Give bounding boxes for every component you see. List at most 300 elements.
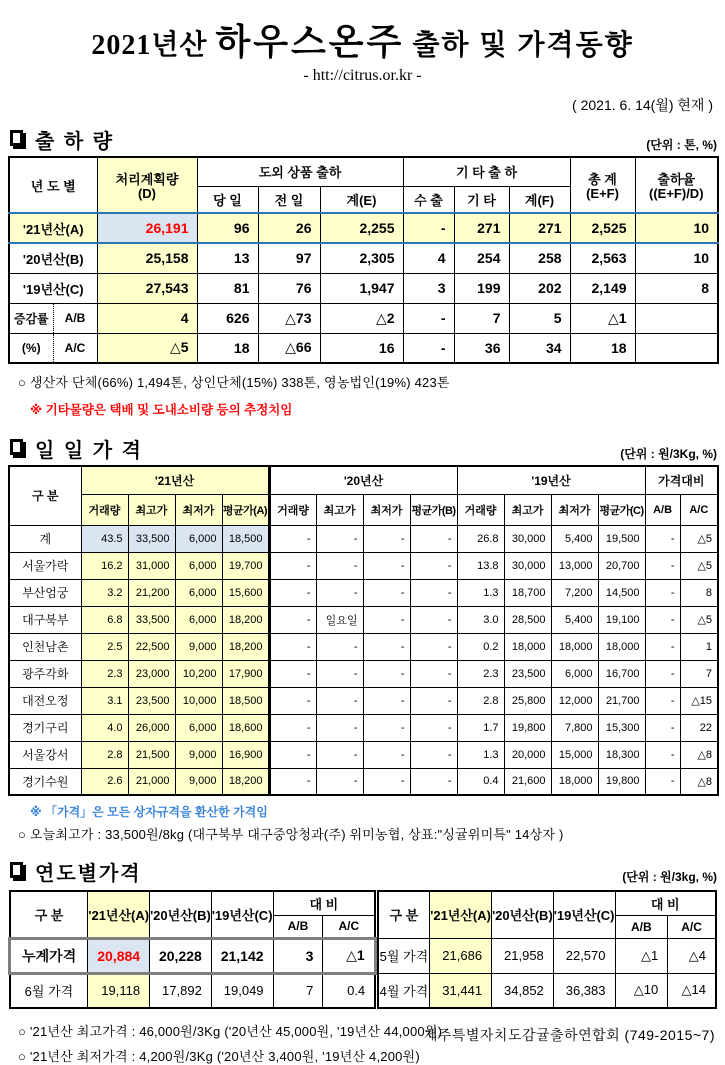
cell: 25,158	[97, 243, 197, 273]
header-row	[9, 466, 718, 494]
cell: 14,500	[598, 579, 645, 606]
cell: 15,300	[598, 714, 645, 741]
cell: 22,570	[553, 938, 615, 973]
cell: 4.0	[81, 714, 128, 741]
cell: 34	[509, 333, 570, 363]
col-header-island-shipping: 도외 상품 출하	[197, 157, 403, 186]
cell: 34,852	[492, 973, 554, 1008]
col-header-export: 수 출	[403, 186, 454, 213]
cell: △5	[97, 333, 197, 363]
cell: 3.2	[81, 579, 128, 606]
section-title-shipment: 출 하 량	[35, 131, 115, 153]
note-year-low-price: ○ '21년산 최저가격 : 4,200원/3Kg ('20년산 3,400원, '19년산 4,200원)	[18, 1049, 420, 1064]
cell: △1	[615, 938, 668, 973]
cell: -	[269, 687, 316, 714]
cell: △1	[323, 938, 375, 973]
row-label: 서울가락	[9, 552, 81, 579]
cell: -	[316, 741, 363, 768]
table-row	[378, 938, 716, 973]
footer-organization: 제주특별자치도감귤출하연합회 (749-2015~7)	[423, 1027, 715, 1043]
col-header-y21a: '21년산(A)	[430, 891, 492, 938]
cell: 4	[403, 243, 454, 273]
cell: 21,500	[128, 741, 175, 768]
cell: -	[410, 633, 457, 660]
cell: 18,000	[598, 633, 645, 660]
col-header-y20b: '20년산(B)	[150, 891, 212, 938]
cell: -	[269, 741, 316, 768]
cell: 18,000	[551, 768, 598, 795]
cell: 13	[197, 243, 258, 273]
cell: 18	[570, 333, 635, 363]
cell: 1.3	[457, 741, 504, 768]
cell: 36,383	[553, 973, 615, 1008]
col-header-avg-a: 평균가(A)	[222, 494, 269, 525]
header-row	[10, 891, 376, 915]
col-header-high: 최고가	[128, 494, 175, 525]
cell: -	[645, 741, 680, 768]
cell: 1	[680, 633, 718, 660]
cell: 21,200	[128, 579, 175, 606]
cell: 6,000	[175, 525, 222, 552]
col-header-sum-f: 계(F)	[509, 186, 570, 213]
cell: △2	[320, 303, 403, 333]
cell: 1.7	[457, 714, 504, 741]
col-header-y19c: '19년산(C)	[553, 891, 615, 938]
col-header-compare: 대 비	[615, 891, 716, 915]
cell: 7	[680, 660, 718, 687]
row-label: 부산엄궁	[9, 579, 81, 606]
cell: -	[269, 660, 316, 687]
cell: △8	[680, 768, 718, 795]
row-label: 대전오정	[9, 687, 81, 714]
cell: 8	[635, 273, 718, 303]
cell: 18,700	[504, 579, 551, 606]
cell: 9,000	[175, 768, 222, 795]
cell: △14	[668, 973, 716, 1008]
note-year-high-price: ○ '21년산 최고가격 : 46,000원/3Kg ('20년산 45,000원, '19년산 44,000원)	[18, 1024, 443, 1039]
cell: -	[410, 660, 457, 687]
table-row	[9, 333, 718, 363]
cell: 23,500	[128, 687, 175, 714]
cell: -	[269, 552, 316, 579]
row-label: A/C	[53, 333, 97, 363]
cell: -	[363, 552, 410, 579]
cell: -	[645, 606, 680, 633]
col-header-category: 구 분	[10, 891, 88, 938]
cell: 26	[258, 213, 320, 243]
cell: 258	[509, 243, 570, 273]
cell: 6,000	[175, 579, 222, 606]
cell: -	[363, 525, 410, 552]
cell: -	[410, 687, 457, 714]
cell: 25,800	[504, 687, 551, 714]
cell: -	[645, 579, 680, 606]
cell: -	[269, 768, 316, 795]
section-square-icon	[10, 439, 23, 455]
cell: △5	[680, 552, 718, 579]
cell: 0.2	[457, 633, 504, 660]
cell: 일요일	[316, 606, 363, 633]
col-header-low: 최저가	[551, 494, 598, 525]
table-row	[10, 973, 376, 1008]
col-header-sum-e: 계(E)	[320, 186, 403, 213]
cell: -	[363, 768, 410, 795]
col-header-other-shipping: 기 타 출 하	[403, 157, 570, 186]
daily-price-table	[8, 465, 719, 796]
title-product: 하우스온주	[215, 21, 405, 62]
cell: 2.5	[81, 633, 128, 660]
row-label: 대구북부	[9, 606, 81, 633]
cell: 202	[509, 273, 570, 303]
title-suffix: 출하 및 가격동향	[412, 30, 634, 61]
cell: 81	[197, 273, 258, 303]
row-label: 서울강서	[9, 741, 81, 768]
cell	[635, 333, 718, 363]
cell: -	[410, 714, 457, 741]
cell: 10,000	[175, 687, 222, 714]
cell: △15	[680, 687, 718, 714]
cell: 20,884	[88, 938, 150, 973]
table-row	[9, 303, 718, 333]
col-header-avg-b: 평균가(B)	[410, 494, 457, 525]
cell: -	[269, 714, 316, 741]
note-producer-breakdown: ○ 생산자 단체(66%) 1,494톤, 상인단체(15%) 338톤, 영농법인(19%) 423톤	[18, 375, 450, 390]
row-label: 6월 가격	[10, 973, 88, 1008]
table-row	[9, 660, 718, 687]
cell: -	[645, 687, 680, 714]
cell: 23,000	[128, 660, 175, 687]
cell: △73	[258, 303, 320, 333]
row-label: (%)	[9, 333, 53, 363]
col-header-low: 최저가	[363, 494, 410, 525]
cell: 20,700	[598, 552, 645, 579]
cell: -	[410, 552, 457, 579]
col-header-y20: '20년산	[269, 466, 457, 494]
cell: △5	[680, 606, 718, 633]
col-header-y19c: '19년산(C)	[211, 891, 273, 938]
cell: 33,500	[128, 606, 175, 633]
table-row	[9, 579, 718, 606]
yearly-tables	[8, 890, 717, 1009]
cell: 22,500	[128, 633, 175, 660]
cell: -	[410, 579, 457, 606]
cell: 19,118	[88, 973, 150, 1008]
cell: -	[269, 525, 316, 552]
cell: 30,000	[504, 525, 551, 552]
cell: 15,000	[551, 741, 598, 768]
table-row	[9, 606, 718, 633]
cell: 9,000	[175, 633, 222, 660]
cell: -	[363, 714, 410, 741]
yearly-price-table-right	[377, 890, 717, 1009]
cell: 43.5	[81, 525, 128, 552]
cell: 18,500	[222, 525, 269, 552]
cell: -	[363, 741, 410, 768]
table-row	[9, 552, 718, 579]
col-header-previous: 전 일	[258, 186, 320, 213]
cell: -	[269, 579, 316, 606]
cell: -	[403, 303, 454, 333]
col-header-y19: '19년산	[457, 466, 645, 494]
section-daily-header	[8, 434, 717, 463]
cell: 26.8	[457, 525, 504, 552]
cell: 13.8	[457, 552, 504, 579]
cell: 2.3	[457, 660, 504, 687]
cell: 6,000	[175, 714, 222, 741]
col-header-avg-c: 평균가(C)	[598, 494, 645, 525]
cell: 6,000	[551, 660, 598, 687]
cell: 18,200	[222, 606, 269, 633]
cell: 16,700	[598, 660, 645, 687]
cell: 15,600	[222, 579, 269, 606]
cell	[635, 303, 718, 333]
table-row	[9, 687, 718, 714]
cell: -	[645, 768, 680, 795]
section-square-icon	[10, 130, 23, 146]
cell: 2,255	[320, 213, 403, 243]
cell: 19,800	[598, 768, 645, 795]
col-header-high: 최고가	[316, 494, 363, 525]
cell: 20,228	[150, 938, 212, 973]
cell: -	[645, 660, 680, 687]
row-label: 경기구리	[9, 714, 81, 741]
row-label: 인천남촌	[9, 633, 81, 660]
cell: 18,000	[504, 633, 551, 660]
cell: 6,000	[175, 606, 222, 633]
website-url: - htt://citrus.or.kr -	[303, 67, 422, 84]
col-header-ab: A/B	[273, 915, 323, 938]
cell: 6,000	[175, 552, 222, 579]
cell: 19,100	[598, 606, 645, 633]
col-header-price-compare: 가격대비	[645, 466, 718, 494]
cell: -	[316, 714, 363, 741]
col-header-total: 총 계 (E+F)	[570, 157, 635, 213]
cell: 9,000	[175, 741, 222, 768]
cell: 7	[273, 973, 323, 1008]
unit-label-yearly: (단위 : 원/3kg, %)	[622, 870, 717, 884]
cell: 21,700	[598, 687, 645, 714]
cell: -	[316, 660, 363, 687]
section-yearly-header	[8, 857, 717, 886]
cell: 3	[403, 273, 454, 303]
col-header-plan: 처리계획량 (D)	[97, 157, 197, 213]
cell: -	[645, 525, 680, 552]
cell: 5,400	[551, 525, 598, 552]
cell: 18,200	[222, 633, 269, 660]
section-title-daily: 일 일 가 격	[35, 440, 143, 462]
table-row	[9, 714, 718, 741]
cell: -	[403, 333, 454, 363]
row-label: 증감률	[9, 303, 53, 333]
cell: 12,000	[551, 687, 598, 714]
cell: 10	[635, 243, 718, 273]
cell: 27,543	[97, 273, 197, 303]
cell: -	[269, 606, 316, 633]
cell: 5,400	[551, 606, 598, 633]
cell: 30,000	[504, 552, 551, 579]
cell: 4	[97, 303, 197, 333]
table-row	[9, 273, 718, 303]
shipment-table	[8, 156, 719, 364]
cell: 19,500	[598, 525, 645, 552]
cell: 2.8	[81, 741, 128, 768]
row-label: 계	[9, 525, 81, 552]
table-row	[9, 633, 718, 660]
cell: 21,142	[211, 938, 273, 973]
cell: 626	[197, 303, 258, 333]
col-header-y20b: '20년산(B)	[492, 891, 554, 938]
cell: -	[410, 741, 457, 768]
col-header-y21: '21년산	[81, 466, 269, 494]
cell: 2.6	[81, 768, 128, 795]
cell: 31,000	[128, 552, 175, 579]
cell: 271	[454, 213, 509, 243]
cell: 18,200	[222, 768, 269, 795]
row-label: 4월 가격	[378, 973, 430, 1008]
cell: -	[316, 552, 363, 579]
cell: 0.4	[323, 973, 375, 1008]
cell: △4	[668, 938, 716, 973]
cell: -	[410, 606, 457, 633]
cell: 3.0	[457, 606, 504, 633]
cell: 10,200	[175, 660, 222, 687]
cell: -	[363, 579, 410, 606]
cell: 6.8	[81, 606, 128, 633]
row-label: '20년산(B)	[9, 243, 97, 273]
cell: 97	[258, 243, 320, 273]
cell: 18	[197, 333, 258, 363]
cell: 254	[454, 243, 509, 273]
cell: -	[363, 660, 410, 687]
cell: △1	[570, 303, 635, 333]
table-row	[9, 525, 718, 552]
table-row	[9, 213, 718, 243]
col-header-ac: A/C	[323, 915, 375, 938]
cell: 2,305	[320, 243, 403, 273]
cell: △10	[615, 973, 668, 1008]
col-header-volume: 거래량	[81, 494, 128, 525]
cell: 13,000	[551, 552, 598, 579]
row-label: 광주각화	[9, 660, 81, 687]
cell: 0.4	[457, 768, 504, 795]
row-label: A/B	[53, 303, 97, 333]
cell: 33,500	[128, 525, 175, 552]
col-header-ab: A/B	[615, 915, 668, 938]
cell: 18,000	[551, 633, 598, 660]
cell: -	[363, 687, 410, 714]
cell: 7,800	[551, 714, 598, 741]
cell: 20,000	[504, 741, 551, 768]
cell: 3	[273, 938, 323, 973]
col-header-ac: A/C	[668, 915, 716, 938]
cell: 16.2	[81, 552, 128, 579]
cell: 2.8	[457, 687, 504, 714]
cell: 2,563	[570, 243, 635, 273]
row-label: 5월 가격	[378, 938, 430, 973]
cell: -	[645, 552, 680, 579]
cell: -	[316, 768, 363, 795]
col-header-rate: 출하율 ((E+F)/D)	[635, 157, 718, 213]
row-label: '21년산(A)	[9, 213, 97, 243]
note-price-conversion: ※ 「가격」은 모든 상자규격을 환산한 가격임	[30, 805, 268, 819]
cell: -	[316, 579, 363, 606]
cell: 96	[197, 213, 258, 243]
cell: 23,500	[504, 660, 551, 687]
cell: 17,892	[150, 973, 212, 1008]
cell: 76	[258, 273, 320, 303]
unit-label-daily: (단위 : 원/3Kg, %)	[620, 447, 717, 461]
section-title-yearly: 연도별가격	[35, 863, 142, 885]
cell: -	[403, 213, 454, 243]
cell: -	[645, 633, 680, 660]
row-label: '19년산(C)	[9, 273, 97, 303]
cell: 17,900	[222, 660, 269, 687]
cell: -	[363, 606, 410, 633]
col-header-ac: A/C	[680, 494, 718, 525]
cell: -	[269, 633, 316, 660]
col-header-ab: A/B	[645, 494, 680, 525]
cell: 7	[454, 303, 509, 333]
row-label: 누계가격	[10, 938, 88, 973]
cell: 21,686	[430, 938, 492, 973]
cell: 2,525	[570, 213, 635, 243]
cell: 31,441	[430, 973, 492, 1008]
col-header-high: 최고가	[504, 494, 551, 525]
col-header-today: 당 일	[197, 186, 258, 213]
cell: 19,049	[211, 973, 273, 1008]
section-square-icon	[10, 862, 23, 878]
cell: 2,149	[570, 273, 635, 303]
title-year: 2021년산	[91, 30, 208, 61]
cell: 28,500	[504, 606, 551, 633]
col-header-compare: 대 비	[273, 891, 375, 915]
cell: 2.3	[81, 660, 128, 687]
table-row	[9, 243, 718, 273]
cell: 19,700	[222, 552, 269, 579]
as-of-date: ( 2021. 6. 14(월) 현재 )	[572, 97, 713, 113]
header-row	[9, 157, 718, 186]
cell: -	[410, 525, 457, 552]
header-row	[378, 891, 716, 915]
cell: 16	[320, 333, 403, 363]
cell: -	[363, 633, 410, 660]
cell: 8	[680, 579, 718, 606]
cell: 18,300	[598, 741, 645, 768]
cell: 21,600	[504, 768, 551, 795]
cell: △5	[680, 525, 718, 552]
cell: 18,600	[222, 714, 269, 741]
col-header-volume: 거래량	[457, 494, 504, 525]
cell: -	[645, 714, 680, 741]
cell: △66	[258, 333, 320, 363]
note-today-high: ○ 오늘최고가 : 33,500원/8kg (대구북부 대구중앙청과(주) 위미농협, 상표:"싱귤위미특" 14상자 )	[18, 827, 564, 842]
col-header-y21a: '21년산(A)	[88, 891, 150, 938]
col-header-volume: 거래량	[269, 494, 316, 525]
cell: 36	[454, 333, 509, 363]
table-row	[10, 938, 376, 973]
cell: 3.1	[81, 687, 128, 714]
cell: 21,958	[492, 938, 554, 973]
unit-label-shipment: (단위 : 톤, %)	[646, 138, 717, 152]
cell: -	[316, 633, 363, 660]
cell: -	[316, 525, 363, 552]
cell: 22	[680, 714, 718, 741]
table-row	[378, 973, 716, 1008]
table-row	[9, 741, 718, 768]
col-header-district: 구 분	[9, 466, 81, 525]
header-row	[9, 494, 718, 525]
section-shipment-header	[8, 125, 717, 154]
